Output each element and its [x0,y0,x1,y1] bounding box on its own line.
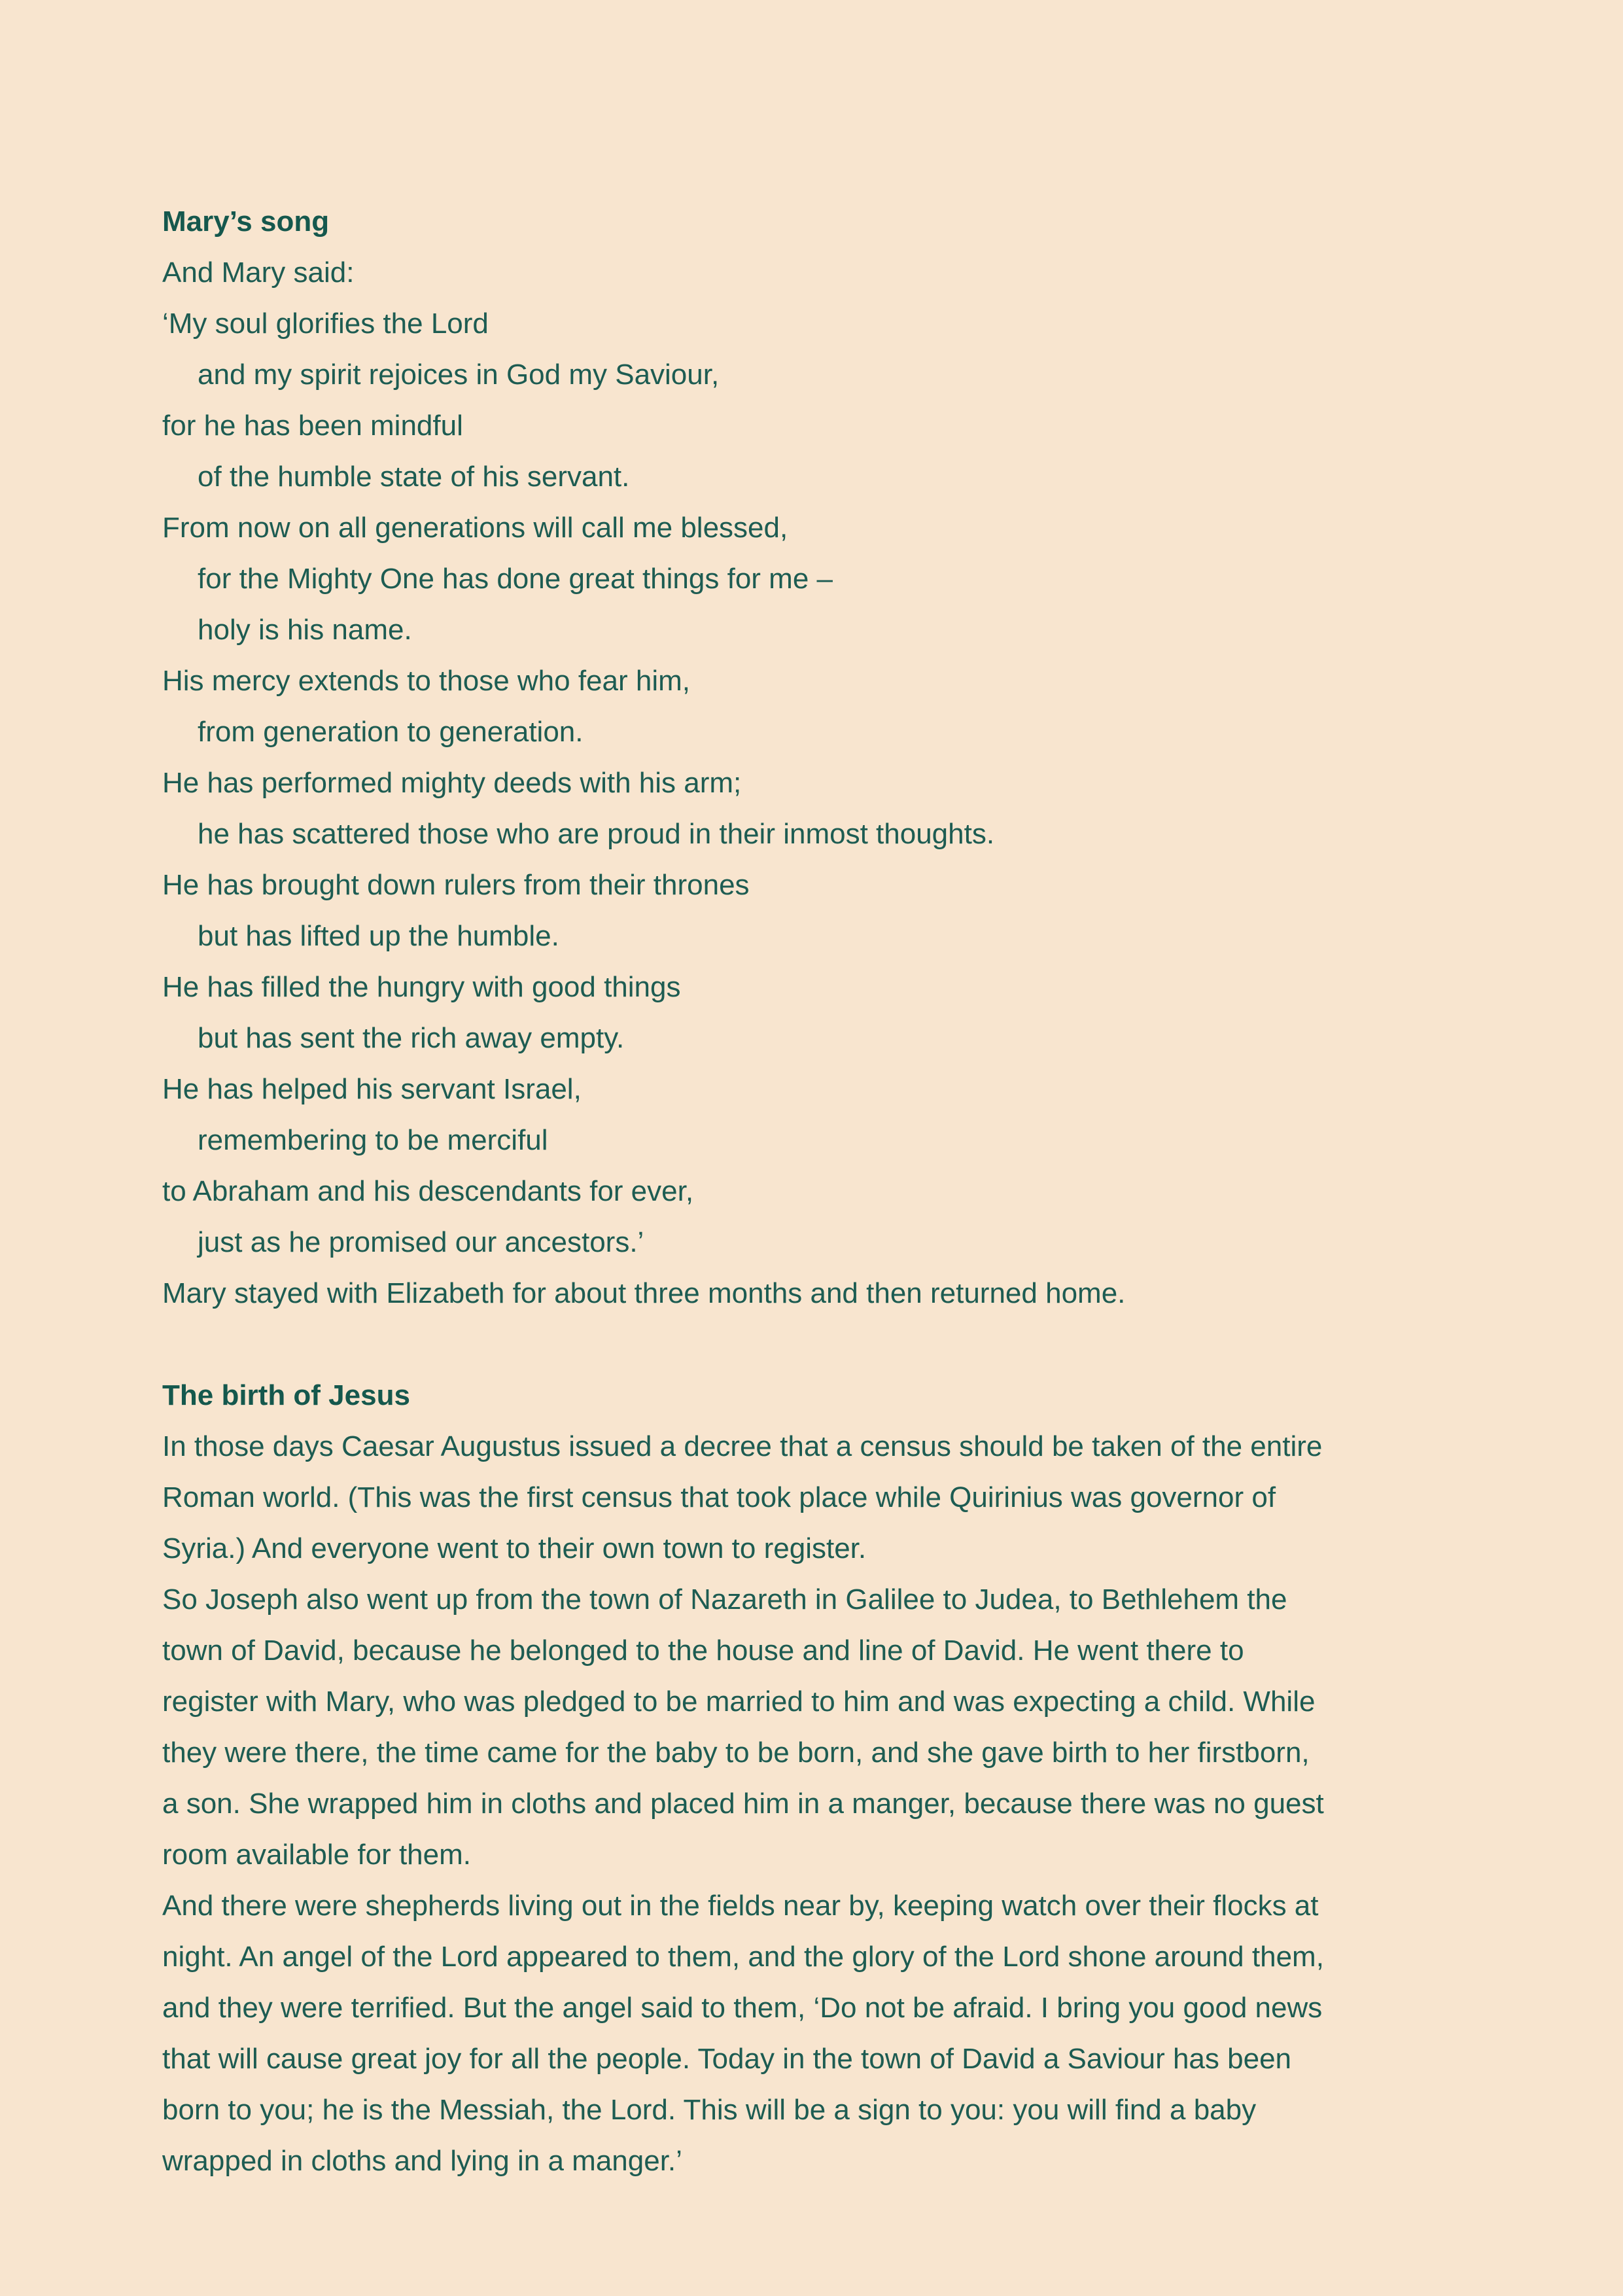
paragraph-line: So Joseph also went up from the town of Nazareth in Galilee to Judea, to Bethlehem the [162,1583,1287,1616]
song-line: for the Mighty One has done great things for me – [198,563,833,595]
song-line: ‘My soul glorifies the Lord [162,308,489,340]
section-spacer [162,1319,1471,1370]
paragraph-line: Roman world. (This was the first census that took place while Quirinius was governor of [162,1481,1276,1513]
paragraph-line: born to you; he is the Messiah, the Lord. This will be a sign to you: you will find a baby [162,2094,1257,2126]
song-line: From now on all generations will call me blessed, [162,512,788,544]
song-line: holy is his name. [198,614,412,646]
section-birth-of-jesus [162,1370,1471,2187]
song-line: just as he promised our ancestors.’ [198,1226,644,1258]
song-line: and my spirit rejoices in God my Saviour, [198,359,720,391]
paragraph-line: Syria.) And everyone went to their own town to register. [162,1532,867,1564]
document-page [162,196,1471,2187]
section-title-birth-of-jesus: The birth of Jesus [162,1379,410,1411]
song-line: but has lifted up the humble. [198,920,559,952]
paragraph-line: night. An angel of the Lord appeared to them, and the glory of the Lord shone around them, [162,1941,1324,1973]
birth-paragraph-lines [162,1421,1471,2187]
section-title-marys-song: Mary’s song [162,205,330,238]
song-verse-lines [162,247,1471,1319]
song-line: but has sent the rich away empty. [198,1022,625,1054]
song-line: remembering to be merciful [198,1124,548,1156]
paragraph-line: that will cause great joy for all the people. Today in the town of David a Saviour has been [162,2043,1292,2075]
paragraph-line: And there were shepherds living out in the fields near by, keeping watch over their flocks at [162,1890,1319,1922]
song-line: of the humble state of his servant. [198,461,630,493]
song-line: His mercy extends to those who fear him, [162,665,690,697]
song-line: to Abraham and his descendants for ever, [162,1175,694,1207]
paragraph-line: In those days Caesar Augustus issued a decree that a census should be taken of the entire [162,1430,1323,1462]
paragraph-line: they were there, the time came for the baby to be born, and she gave birth to her firstborn, [162,1737,1310,1769]
song-line: He has filled the hungry with good things [162,971,681,1003]
song-line: Mary stayed with Elizabeth for about three months and then returned home. [162,1277,1126,1309]
paragraph-line: town of David, because he belonged to the house and line of David. He went there to [162,1634,1244,1667]
paragraph-line: wrapped in cloths and lying in a manger.’ [162,2145,682,2177]
song-line: for he has been mindful [162,410,463,442]
song-line: He has helped his servant Israel, [162,1073,582,1105]
paragraph-line: register with Mary, who was pledged to be married to him and was expecting a child. While [162,1686,1316,1718]
paragraph-line: a son. She wrapped him in cloths and placed him in a manger, because there was no guest [162,1788,1324,1820]
song-line: And Mary said: [162,256,355,289]
song-line: He has performed mighty deeds with his arm; [162,767,742,799]
paragraph-line: and they were terrified. But the angel said to them, ‘Do not be afraid. I bring you good news [162,1992,1323,2024]
section-marys-song [162,196,1471,1319]
song-line: he has scattered those who are proud in their inmost thoughts. [198,818,995,850]
song-line: from generation to generation. [198,716,584,748]
paragraph-line: room available for them. [162,1839,471,1871]
song-line: He has brought down rulers from their thrones [162,869,750,901]
